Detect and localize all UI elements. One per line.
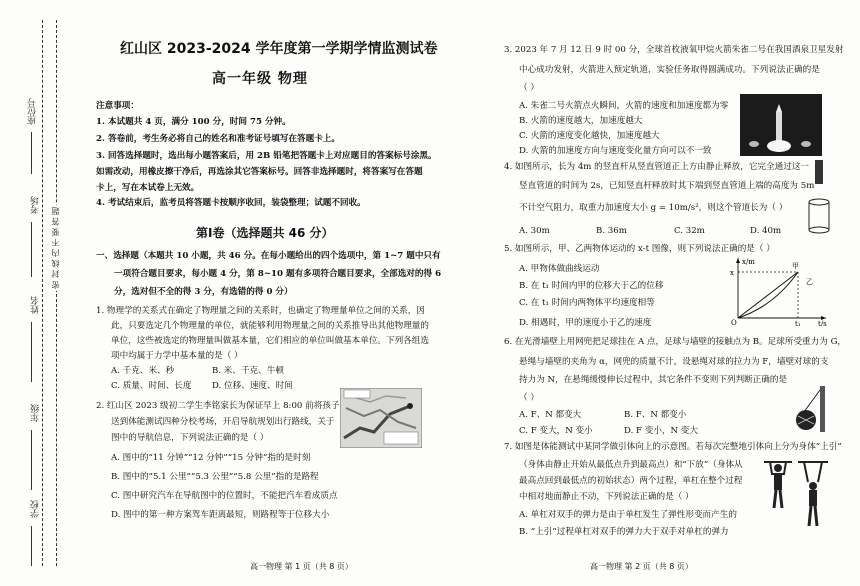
note-line: 如需改动，用橡皮擦干净后，再选涂其它答案标号。回答非选择题时，将答案写在答题 — [96, 167, 423, 177]
q4-stem: 竖直管道的时间为 2s，已知竖直杆释放时其下端到竖直管道上端的高度为 5m — [519, 181, 815, 191]
graph-x0: x — [730, 269, 734, 277]
graph-x-label: t/s — [818, 320, 827, 326]
section-instructions: 一项符合题目要求，每小题 4 分，第 8~10 题有多项符合题目要求，全部选对的得 6 — [114, 269, 442, 279]
note-line: 2. 答卷前，考生务必将自己的姓名和准考证号填写在答题卡上。 — [96, 134, 340, 144]
q3-option-d: D. 火箭的加速度方向与速度变化量方向可以不一致 — [519, 146, 712, 156]
grade-label: 年级 — [31, 404, 41, 422]
graph-jia-label: 甲 — [792, 262, 799, 270]
q1-option-d: D. 位移、速度、时间 — [212, 381, 293, 391]
q1-stem: 项中均属于力学中基本量的是（ ） — [111, 351, 243, 361]
page-footer-left: 高一物理 第 1 页（共 8 页） — [250, 562, 353, 571]
q7-stem: （身体由静止开始从最低点升到最高点）和“下放”（身体从 — [519, 460, 743, 470]
q6-stem: 持力为 N，在悬绳缓慢伸长过程中，其它条件不变则下列判断正确的是 — [519, 375, 788, 385]
cut-line-inner — [56, 20, 57, 566]
graph-y-label: x/m — [742, 258, 755, 266]
q2-option-d: D. 图中的第一种方案驾车距离最短，则路程等于位移大小 — [111, 510, 330, 520]
q7-stem: 最高点回到最低点的初始状态）两个过程，单杠在整个过程 — [519, 476, 743, 486]
navigation-map-figure — [340, 388, 422, 448]
q6-stem: （ ） — [519, 393, 539, 403]
football-net-figure — [786, 386, 826, 432]
q2-stem: 2. 红山区 2023 级初二学生李铭家长为保证早上 8:00 前将孩子 — [96, 401, 340, 411]
exam-title: 红山区 2023-2024 学年度第一学期学情监测试卷 — [120, 41, 438, 57]
q6-stem: 6. 在光滑墙壁上用网兜把足球挂在 A 点，足球与墙壁的接触点为 B。足球所受重力为 G， — [504, 337, 847, 347]
section-instructions: 一、选择题（本题共 10 小题，共 46 分。在每小题给出的四个选项中，第 1~7 题中只有 — [96, 251, 441, 261]
page-footer-right: 高一物理 第 2 页（共 8 页） — [590, 562, 693, 571]
note-line: 4. 考试结束后，监考员将答题卡按顺序收回，装袋整理；试题不回收。 — [96, 198, 366, 208]
q5-stem: 5. 如图所示，甲、乙两物体运动的 x-t 图像，则下列说法正确的是（ ） — [504, 244, 775, 254]
q4-option-d: D. 40m — [750, 226, 782, 236]
section-instructions: 分，选对但不全的得 3 分，有选错的得 0 分） — [114, 287, 293, 297]
name-blank — [31, 322, 32, 382]
seal-text: 密 封 线 内 不 要 答 题 — [51, 207, 60, 289]
graph-t1: t₁ — [795, 320, 801, 326]
q2-option-b: B. 图中的“5.1 公里”“5.3 公里”“5.8 公里”指的是路程 — [111, 472, 319, 482]
q3-option-a: A. 朱雀二号火箭点火瞬间，火箭的速度和加速度都为零 — [519, 101, 729, 111]
q6-stem: 悬绳与墙壁的夹角为 α，网兜的质量不计，设悬绳对球的拉力为 F，墙壁对球的支 — [519, 357, 829, 367]
q4-option-b: B. 36m — [596, 226, 627, 236]
graph-yi-label: 乙 — [806, 278, 813, 286]
q5-option-a: A. 甲物体做曲线运动 — [519, 264, 600, 274]
q3-stem: （ ） — [519, 83, 539, 93]
school-label: 学校 — [31, 500, 41, 518]
seat-blank — [31, 132, 32, 174]
exam-room-blank — [31, 222, 32, 277]
note-line: 3. 回答选择题时，选出每小题答案后，用 2B 铅笔把答题卡上对应题目的答案标号涂黑。 — [96, 151, 437, 161]
q2-stem: 送到体能测试四种分校考场，开启导航规划出行路线，关于 — [111, 417, 335, 427]
q1-stem: 单位，这些被选定的物理量叫做基本量，它们相应的单位叫做基本单位。下列各组选 — [111, 336, 429, 346]
name-label: 姓名 — [31, 296, 41, 314]
q3-option-b: B. 火箭的速度越大，加速度越大 — [519, 116, 643, 126]
binding-strip — [0, 0, 62, 586]
q4-option-c: C. 32m — [674, 226, 705, 236]
rocket-launch-photo — [740, 94, 822, 156]
q1-stem: 此，只要选定几个物理量的单位，就能够利用物理量之间的关系推导出其他物理量的 — [111, 321, 429, 331]
part1-title: 第Ⅰ卷（选择题共 46 分） — [196, 226, 334, 240]
q3-stem: 中心成功发射，火箭进入预定轨道，实验任务取得圆满成功。下列说法正确的是 — [519, 65, 820, 75]
grade-blank — [31, 430, 32, 490]
q6-option-c: C. F 变大，N 变小 — [519, 426, 593, 436]
exam-subject: 高一年级 物理 — [212, 71, 308, 87]
q4-stem: 4. 如图所示，长为 4m 的竖直杆从竖直管道正上方由静止释放，它完全通过这一 — [504, 162, 810, 172]
q1-option-a: A. 千克、米、秒 — [111, 366, 175, 376]
q1-option-b: B. 米、千克、牛顿 — [212, 366, 284, 376]
q2-stem: 图中的导航信息，下列说法正确的是（ ） — [111, 433, 269, 443]
cut-line-outer — [42, 20, 43, 566]
exam-room-label: 考场 — [31, 196, 41, 214]
q6-option-d: D. F 变小，N 变大 — [624, 426, 698, 436]
q3-stem: 3. 2023 年 7 月 12 日 9 时 00 分，全球首枚液氧甲烷火箭朱雀二号在我国酒泉卫星发射 — [504, 45, 844, 55]
note-line: 1. 本试题共 4 页，满分 100 分，时间 75 分钟。 — [96, 117, 291, 127]
q5-option-c: C. 在 t₁ 时间内两物体平均速度相等 — [519, 298, 655, 308]
q4-stem: 不计空气阻力，取重力加速度大小 g = 10m/s²，则这个管道长为（ ） — [519, 203, 788, 213]
q5-option-b: B. 在 t₁ 时间内甲的位移大于乙的位移 — [519, 281, 664, 291]
q1-option-c: C. 质量、时间、长度 — [111, 381, 192, 391]
q4-option-a: A. 30m — [519, 226, 550, 236]
q1-stem: 1. 物理学的关系式在确定了物理量之间的关系时，也确定了物理量单位之间的关系，因 — [96, 306, 425, 316]
graph-origin: O — [731, 319, 737, 326]
q5-option-d: D. 相遇时，甲的速度小于乙的速度 — [519, 318, 652, 328]
q7-option-b: B. “上引”过程单杠对双手的弹力大于双手对单杠的弹力 — [519, 527, 729, 537]
q6-option-b: B. F、N 都变小 — [624, 410, 687, 420]
note-line: 卡上，写在本试卷上无效。 — [96, 183, 200, 193]
notes-heading: 注意事项： — [96, 101, 139, 111]
q3-option-c: C. 火箭的速度变化越快，加速度越大 — [519, 131, 660, 141]
q7-stem: 中相对地面静止不动，下列说法正确的是（ ） — [519, 492, 694, 502]
pull-up-figure — [762, 452, 830, 532]
q2-option-a: A. 图中的“11 分钟”“12 分钟”“15 分钟”指的是时刻 — [111, 453, 311, 463]
q7-option-a: A. 单杠对双手的弹力是由于单杠发生了弹性形变而产生的 — [519, 510, 737, 520]
rod-and-pipe-figure — [806, 158, 832, 234]
q6-option-a: A. F、N 都变大 — [519, 410, 582, 420]
seat-label: 座位号 — [28, 98, 38, 125]
q7-stem: 7. 如图是体能测试中某同学做引体向上的示意图。若每次完整地引体向上分为身体“上引” — [504, 442, 842, 452]
school-blank — [31, 526, 32, 566]
q2-option-c: C. 图中研究汽车在导航图中的位置时，不能把汽车看成质点 — [111, 491, 338, 501]
xt-graph — [722, 254, 832, 326]
